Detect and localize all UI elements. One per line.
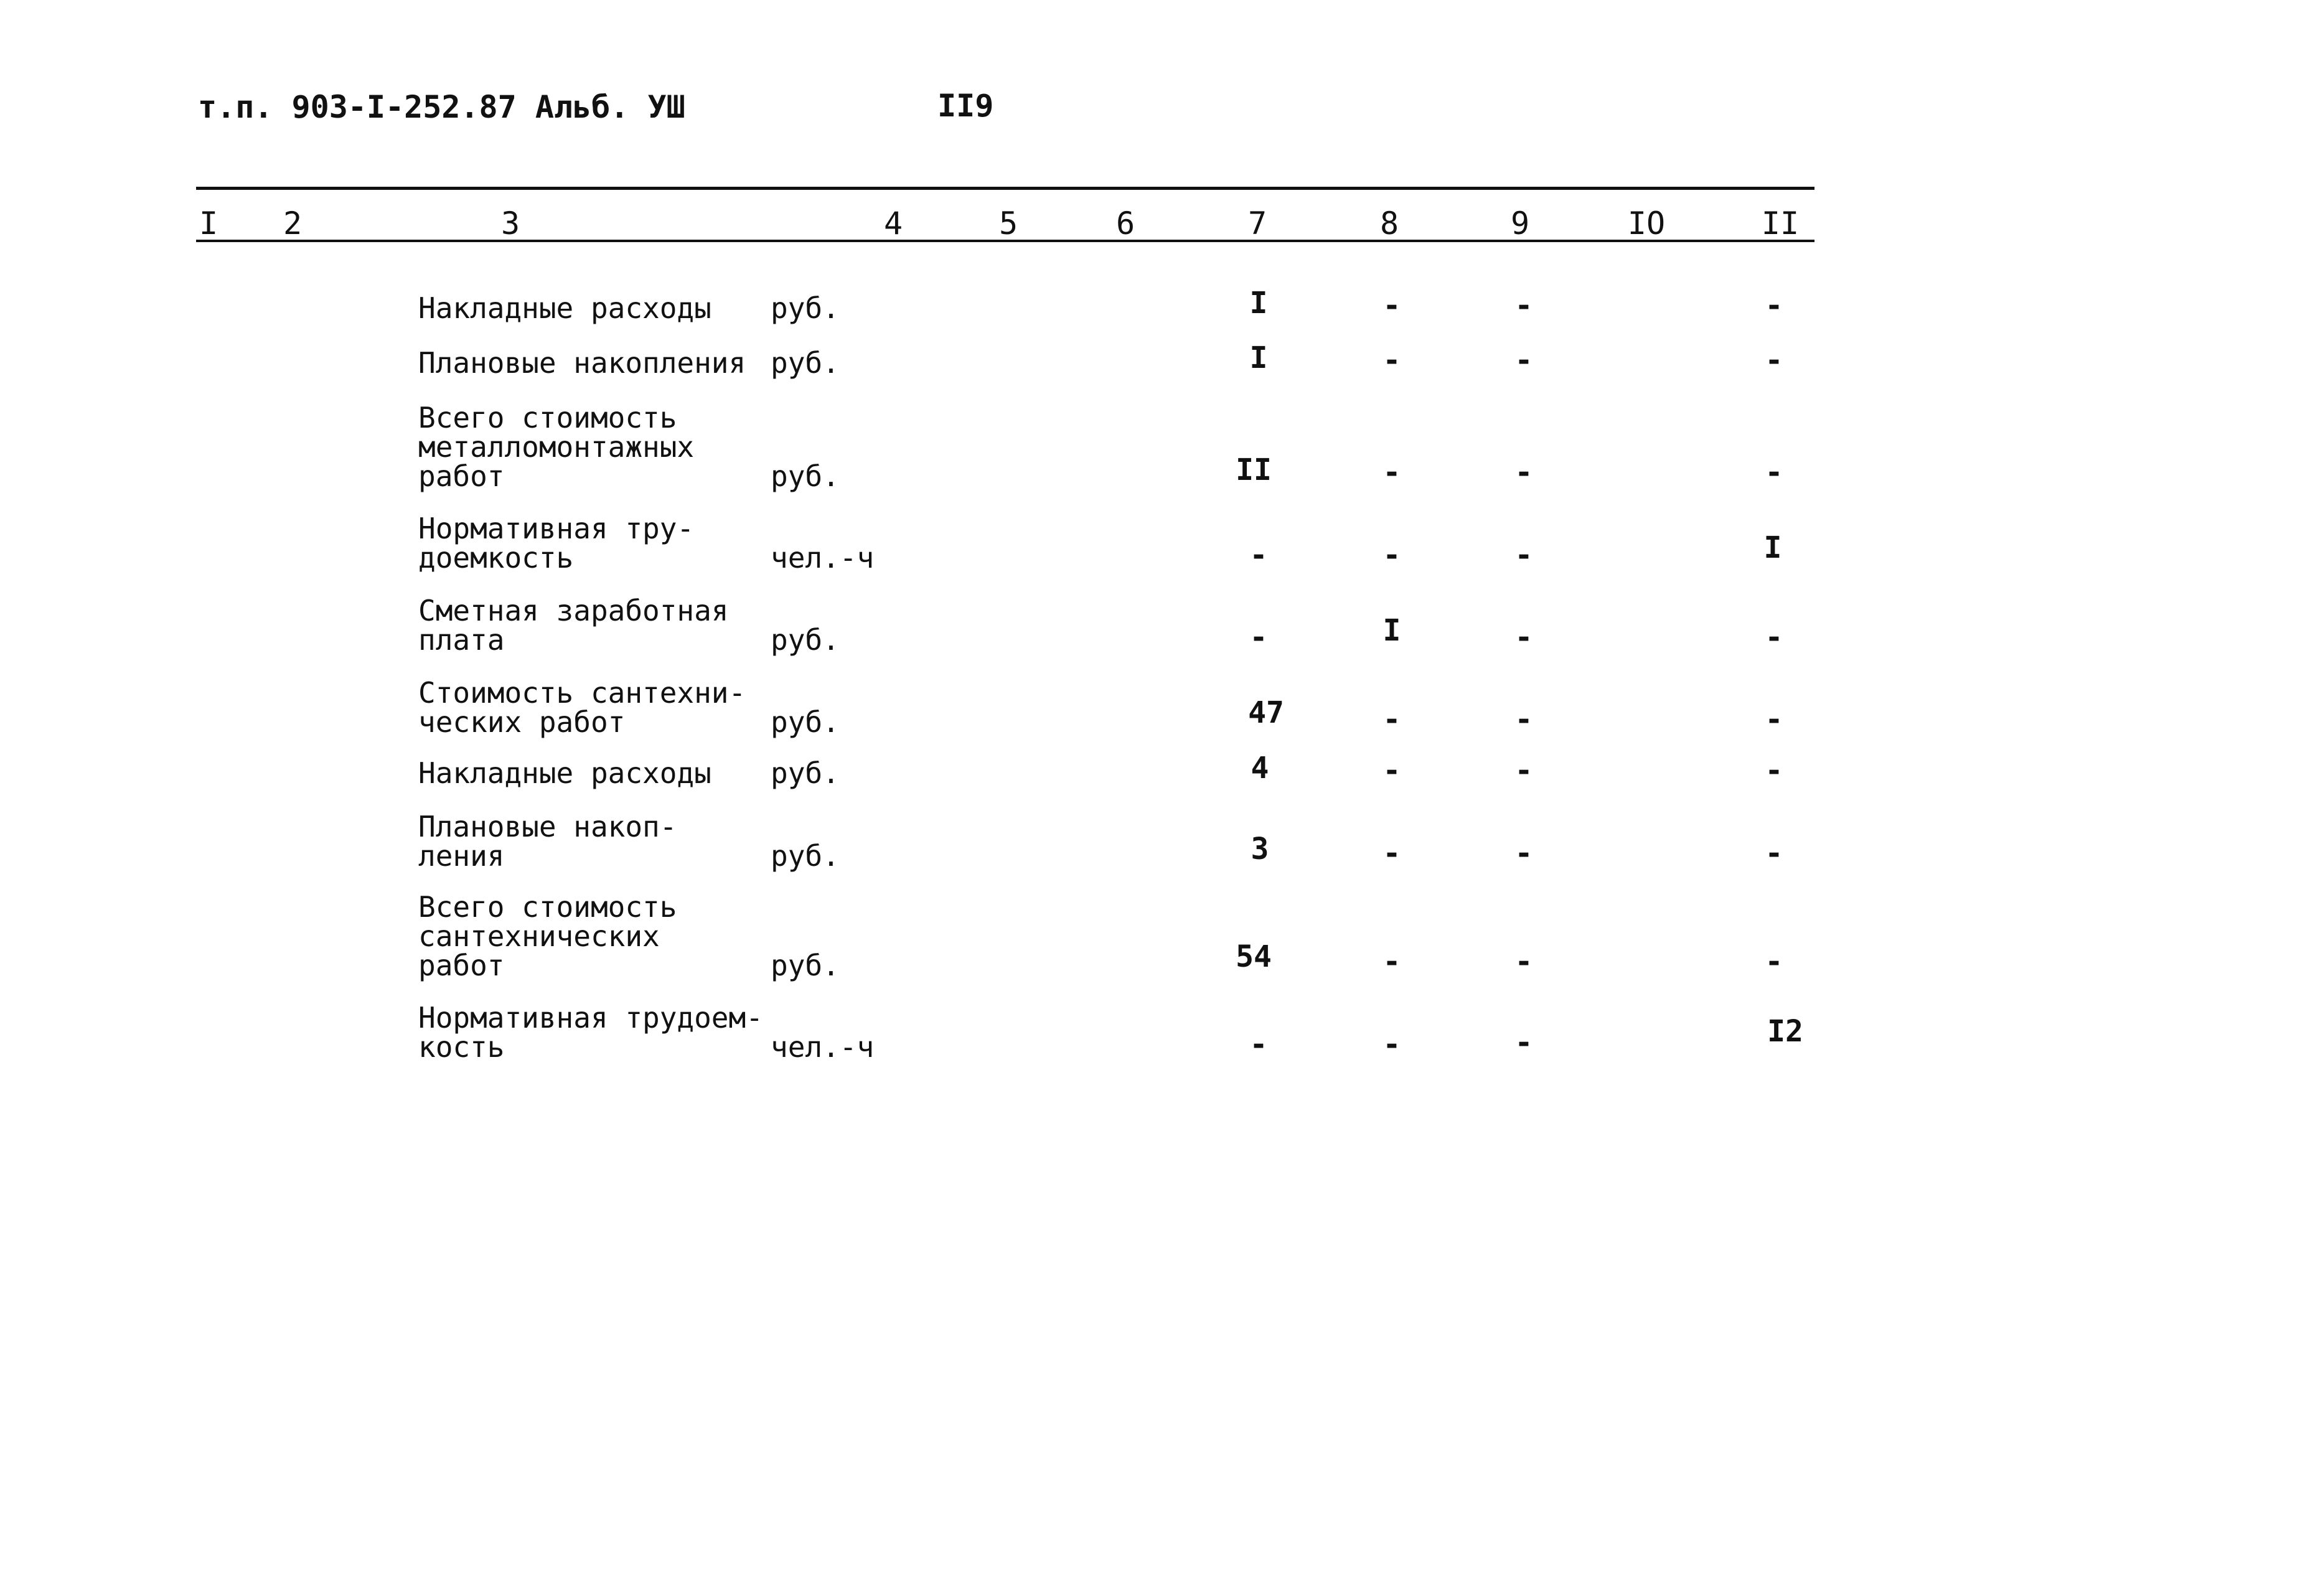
cell-col7: - (1249, 538, 1268, 573)
row-label: Всего стоимость сантехнических работ (418, 890, 677, 982)
cell-col8: - (1383, 702, 1401, 737)
row-unit: руб. (771, 756, 840, 790)
column-header-9: 9 (1510, 205, 1530, 242)
cell-col9: - (1514, 538, 1533, 573)
cell-col11: I (1763, 530, 1782, 565)
row-label: Плановые накоп- ления (418, 810, 677, 873)
cell-col11: - (1765, 836, 1783, 871)
cell-col7: 4 (1251, 751, 1269, 786)
cell-col8: - (1383, 538, 1401, 573)
cell-col7: 3 (1251, 832, 1269, 866)
cell-col8: - (1383, 343, 1401, 378)
row-unit: чел.-ч (771, 1030, 875, 1064)
cell-col7: I (1249, 340, 1268, 375)
row-unit: руб. (771, 346, 840, 380)
row-label: Плановые накопления (418, 346, 746, 380)
column-header-4: 4 (883, 205, 903, 242)
row-unit: руб. (771, 291, 840, 325)
cell-col7: I (1249, 286, 1268, 321)
cell-col8: - (1383, 753, 1401, 788)
row-label: Всего стоимость металломонтажных работ (418, 401, 695, 493)
cell-col11: - (1765, 702, 1783, 737)
row-unit: руб. (771, 623, 840, 657)
cell-col9: - (1514, 343, 1533, 378)
cell-col9: - (1514, 944, 1533, 979)
row-unit: руб. (771, 705, 840, 739)
cell-col8: - (1383, 288, 1401, 323)
row-unit: руб. (771, 459, 840, 493)
column-header-11: II (1761, 205, 1800, 242)
row-label: Нормативная тру- доемкость (418, 512, 695, 575)
cell-col11: - (1765, 944, 1783, 979)
cell-col7: 47 (1248, 695, 1284, 730)
cell-col7: 54 (1236, 939, 1272, 974)
cell-col8: - (1383, 836, 1401, 871)
row-unit: руб. (771, 949, 840, 982)
column-header-8: 8 (1379, 205, 1399, 242)
column-header-6: 6 (1115, 205, 1135, 242)
column-header-5: 5 (998, 205, 1018, 242)
row-label: Накладные расходы (418, 291, 711, 325)
cell-col9: - (1514, 620, 1533, 655)
cell-col9: - (1514, 753, 1533, 788)
row-unit: руб. (771, 839, 840, 873)
cell-col9: - (1514, 702, 1533, 737)
cell-col8: - (1383, 455, 1401, 490)
cell-col9: - (1514, 455, 1533, 490)
cell-col11: I2 (1767, 1014, 1803, 1049)
cell-col7: - (1249, 620, 1268, 655)
column-header-10: IO (1627, 205, 1666, 242)
row-label: Накладные расходы (418, 756, 711, 790)
cell-col8: - (1383, 1027, 1401, 1062)
row-label: Нормативная трудоем- кость (418, 1001, 763, 1064)
row-label: Стоимость сантехни- ческих работ (418, 676, 746, 739)
column-header-7: 7 (1247, 205, 1267, 242)
cell-col11: - (1765, 288, 1783, 323)
cell-col9: - (1514, 288, 1533, 323)
cell-col7: II (1236, 453, 1272, 487)
cell-col7: - (1249, 1027, 1268, 1062)
table-top-rule (196, 187, 1814, 190)
cell-col11: - (1765, 455, 1783, 490)
row-unit: чел.-ч (771, 541, 875, 575)
column-header-1: I (199, 205, 218, 242)
cell-col11: - (1765, 753, 1783, 788)
cell-col11: - (1765, 343, 1783, 378)
column-header-2: 2 (283, 205, 303, 242)
cell-col9: - (1514, 836, 1533, 871)
cell-col8: - (1383, 944, 1401, 979)
column-header-3: 3 (500, 205, 520, 242)
page-number: II9 (937, 88, 994, 124)
document-reference: т.п. 903-I-252.87 Альб. УШ (198, 89, 685, 125)
cell-col8: I (1383, 613, 1401, 648)
row-label: Сметная заработная плата (418, 594, 729, 657)
cell-col11: - (1765, 620, 1783, 655)
cell-col9: - (1514, 1025, 1533, 1060)
